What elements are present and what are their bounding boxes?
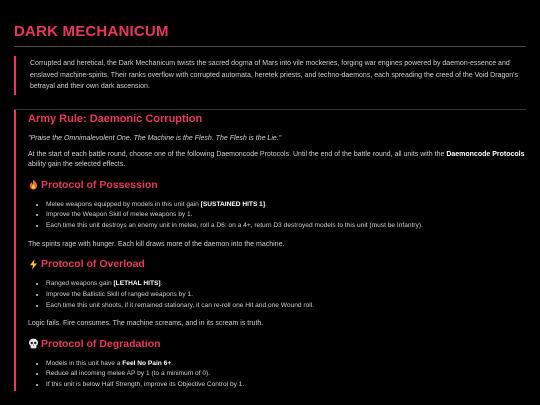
army-rule-quote: "Praise the Omnimalevolent One. The Machine is the Flesh. The Flesh is the Lie." <box>28 134 282 142</box>
list-item <box>46 369 526 380</box>
list-item <box>46 279 526 290</box>
effect-text-end: . <box>171 359 174 367</box>
effect-text-end: . <box>265 200 267 208</box>
protocol-heading-possession <box>28 179 526 191</box>
effect-text: Reduce all incoming melee AP by 1 (to a minimum of 0). <box>46 370 211 378</box>
list-item <box>46 200 526 211</box>
fire-icon <box>28 179 39 190</box>
army-rule-description <box>28 150 526 171</box>
army-rule-desc-post: ability gain the selected effects. <box>28 161 126 168</box>
list-item <box>46 359 526 370</box>
effect-keyword: [SUSTAINED HITS 1] <box>200 200 266 208</box>
army-rule-desc-pre: At the start of each battle round, choose one of the following Daemoncode Protocols. Until the end of the battle round, all units with the <box>28 150 447 158</box>
effect-keyword: Feel No Pain 6+ <box>122 359 172 367</box>
skull-icon <box>28 338 39 349</box>
protocol-heading-overload <box>28 258 526 270</box>
protocol-effects-list <box>28 359 526 391</box>
page-title: DARK MECHANICUM <box>14 23 169 40</box>
intro-blockquote: Corrupted and heretical, the Dark Mechanicum twists the sacred dogma of Mars into vile mockeries, forging war engines powered by daemon-essence and enslaved machine-spirits. Their ranks overflow with corrupted automata, heretek priests, and techno-daemons, each spreading the creed of the Void Dragon's betrayal and their own dark ascension. <box>14 56 526 95</box>
protocol-flavor-text: Logic fails. Fire consumes. The machine screams, and in its scream is truth. <box>28 320 264 328</box>
effect-text-end: . <box>160 280 163 288</box>
effect-text: Models in this unit have a <box>46 359 123 367</box>
effect-text: Improve the Weapon Skill of melee weapons by 1. <box>46 211 193 219</box>
protocol-effects-list <box>28 200 526 232</box>
list-item <box>46 301 526 312</box>
effect-text: Each time this unit shoots, if it remained stationary, it can re-roll one Hit and one Wound roll. <box>46 301 315 309</box>
list-item <box>46 380 526 391</box>
lightning-icon <box>28 259 39 270</box>
protocol-name: Protocol of Possession <box>41 178 158 191</box>
effect-text: Melee weapons equipped by models in this unit gain <box>46 200 201 208</box>
list-item <box>46 221 526 232</box>
protocol-name: Protocol of Overload <box>41 258 145 271</box>
effect-keyword: [LETHAL HITS] <box>113 280 161 288</box>
list-item <box>46 210 526 221</box>
army-rule-heading: Army Rule: Daemonic Corruption <box>28 112 203 125</box>
protocol-name: Protocol of Degradation <box>41 337 161 350</box>
protocol-flavor-text: The spirits rage with hunger. Each kill draws more of the daemon into the machine. <box>28 240 285 248</box>
title-divider <box>14 46 526 47</box>
protocol-heading-degradation <box>28 338 526 350</box>
effect-text: If this unit is below Half Strength, improve its Objective Control by 1. <box>46 381 245 389</box>
list-item <box>46 290 526 301</box>
effect-text: Each time this unit destroys an enemy unit in melee, roll a D6: on a 4+, return D3 destroyed models to this unit (must be Infantry). <box>46 221 423 229</box>
effect-text: Improve the Ballistic Skill of ranged weapons by 1. <box>46 290 193 298</box>
army-rule-desc-bold: Daemoncode Protocols <box>446 150 525 158</box>
protocol-effects-list <box>28 279 526 311</box>
army-rule-panel <box>14 109 526 391</box>
effect-text: Ranged weapons gain <box>46 280 114 288</box>
